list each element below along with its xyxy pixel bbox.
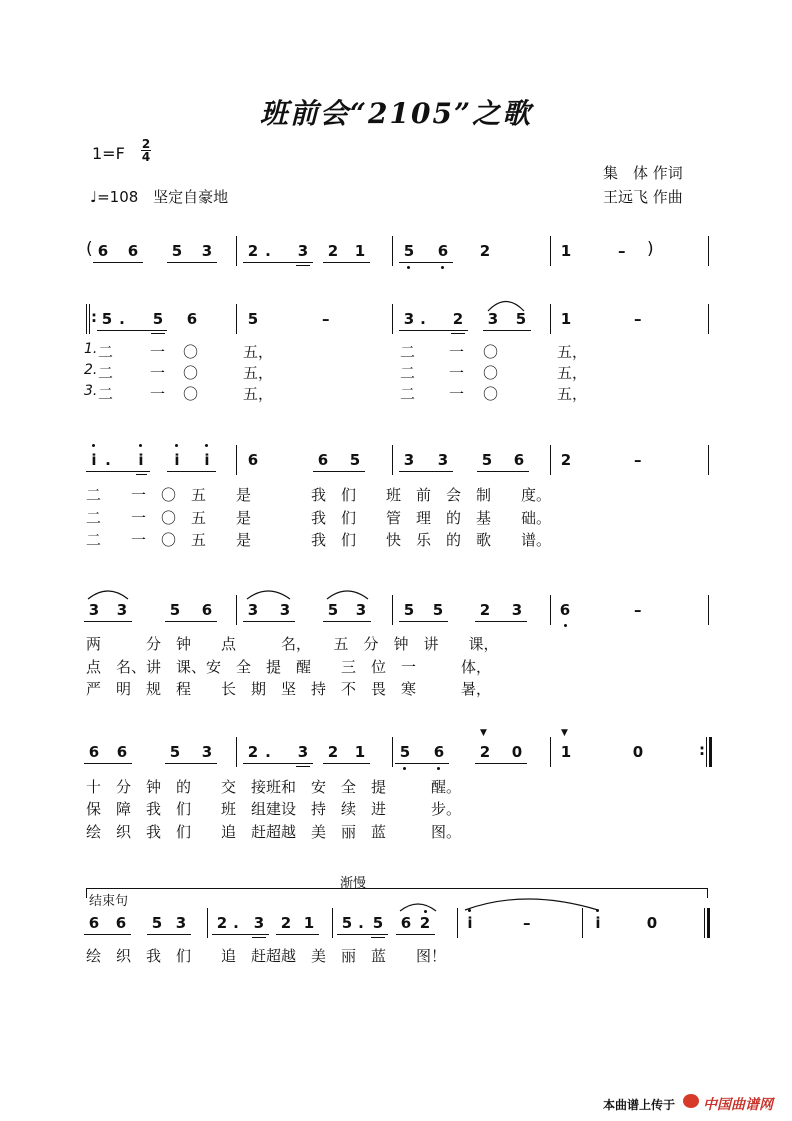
lyric-char: 〇 [483,364,499,382]
lyric-line: 二 一 〇 五 是 我 们 班 前 会 制 度。 [86,486,552,504]
intro-open-paren: ( [86,239,93,259]
note: 3 [279,601,291,619]
note: 5 [101,310,113,328]
note: 6 [317,451,329,469]
dotted-mark: . [119,310,125,328]
footer-upload-text: 本曲谱上传于 [603,1098,676,1112]
lyric-line: 点 名、讲 课、安 全 提 醒 三 位 一 体， [86,658,492,676]
lyric-line: 两 分 钟 点 名， 五 分 钟 讲 课， [86,635,499,653]
ending-bracket-top [86,888,708,889]
lyric-char: 一 [449,385,465,403]
lyric-char: 二 [400,385,416,403]
note: 2 [327,242,339,260]
lyric-char: 五， [557,385,588,403]
bar-line [332,908,333,938]
repeat-end-bar [706,737,707,767]
eighth-beam [93,262,143,263]
note: 3 [201,242,213,260]
eighth-beam [399,471,453,472]
dotted-mark: . [105,451,111,469]
hold-dash: – [618,242,626,260]
note: 3 [511,601,523,619]
lyric-char: 〇 [483,343,499,361]
eighth-beam [167,471,216,472]
lyric-line: 保 障 我 们 班 组建设 持 续 进 步。 [86,800,462,818]
note: 3 [403,451,415,469]
note: 3 [88,601,100,619]
repeat-start-thick-bar [86,304,87,334]
dotted-mark: . [358,914,364,932]
note: 3 [247,601,259,619]
lyric-char: 五， [557,364,588,382]
sixteenth-beam [252,937,266,938]
bar-line [708,595,709,625]
eighth-beam [483,330,531,331]
lyric-char: 五， [243,364,274,382]
eighth-beam [475,621,527,622]
note: 0 [632,743,644,761]
note: 2 [479,743,491,761]
sixteenth-beam [136,474,147,475]
low-octave-dot [437,767,440,770]
lyric-char: 五， [557,343,588,361]
eighth-beam [84,621,132,622]
bar-line [550,236,551,266]
tempo-value: =108 [97,188,139,206]
quarter-note-icon: ♩ [90,188,98,206]
eighth-beam [243,621,295,622]
note: i [595,914,601,932]
note: 5 [349,451,361,469]
low-octave-dot [407,266,410,269]
eighth-beam [337,934,388,935]
site-logo-icon[interactable] [683,1094,699,1108]
repeat-end-thick-bar [709,737,712,767]
bar-line [392,595,393,625]
low-octave-dot [564,624,567,627]
sixteenth-beam [151,333,165,334]
lyric-char: 一 [449,343,465,361]
verse-number: 1. [84,341,98,357]
lyric-char: 〇 [483,385,499,403]
hold-dash: – [322,310,330,328]
eighth-beam [212,934,269,935]
high-octave-dot [468,909,471,912]
note: 6 [400,914,412,932]
note: i [174,451,180,469]
bar-line [550,445,551,475]
bar-line [392,737,393,767]
tie-mark [465,899,598,910]
note: 6 [97,242,109,260]
note: i [91,451,97,469]
bar-line [236,304,237,334]
high-octave-dot [139,444,142,447]
hold-dash: – [634,451,642,469]
note: 6 [559,601,571,619]
accent-mark-icon: ▼ [561,728,568,738]
final-thick-bar [707,908,710,938]
eighth-beam [97,330,167,331]
note: 0 [511,743,523,761]
note: 5 [169,743,181,761]
note: 5 [481,451,493,469]
note: 3 [297,743,309,761]
note: 1 [560,242,572,260]
eighth-beam [84,763,132,764]
note: 3 [253,914,265,932]
note: 5 [151,914,163,932]
note: 1 [560,743,572,761]
note: 5 [399,743,411,761]
sixteenth-beam [371,937,385,938]
note: 5 [169,601,181,619]
ending-bracket-left [86,888,87,898]
bar-line [392,236,393,266]
note: 5 [247,310,259,328]
bar-line [708,236,709,266]
eighth-beam [165,621,217,622]
note: i [467,914,473,932]
lyric-char: 〇 [183,364,199,382]
dotted-mark: . [420,310,426,328]
bar-line [207,908,208,938]
note: 3 [116,601,128,619]
intro-close-paren: ) [647,239,654,259]
low-octave-dot [441,266,444,269]
lyric-line: 严 明 规 程 长 期 坚 持 不 畏 寒 暑， [86,680,492,698]
slur-mark [327,591,368,599]
high-octave-dot [205,444,208,447]
note: 1 [303,914,315,932]
lyric-char: 一 [150,364,166,382]
eighth-beam [313,471,365,472]
eighth-beam [399,621,448,622]
hold-dash: – [523,914,531,932]
lyric-char: 〇 [183,385,199,403]
note: 6 [88,914,100,932]
lyricist-credit: 集 体 作词 [603,164,683,182]
bar-line [392,304,393,334]
high-octave-dot [424,910,427,913]
eighth-beam [243,763,313,764]
final-bar [704,908,705,938]
high-octave-dot [92,444,95,447]
note: 6 [127,242,139,260]
note: 2 [479,601,491,619]
bar-line [582,908,583,938]
lyric-line: 二 一 〇 五 是 我 们 管 理 的 基 础。 [86,509,552,527]
accent-mark-icon: ▼ [480,728,487,738]
bar-line [708,304,709,334]
note: 5 [515,310,527,328]
lyric-char: 二 [400,364,416,382]
note: 2 [216,914,228,932]
note: 5 [403,601,415,619]
bar-line [236,595,237,625]
song-title: 班前会“2105”之歌 [259,97,533,130]
bar-line [550,737,551,767]
repeat-end-sign: : [699,741,705,759]
note: 2 [419,914,431,932]
high-octave-dot [596,909,599,912]
note: 6 [88,743,100,761]
bar-line [236,737,237,767]
lyric-line: 绘 织 我 们 追 赶超越 美 丽 蓝 图！ [86,947,447,965]
sixteenth-beam [296,766,310,767]
note: 2 [280,914,292,932]
lyric-line: 二 一 〇 五 是 我 们 快 乐 的 歌 谱。 [86,531,552,549]
note: 2 [247,743,259,761]
lyric-char: 二 [400,343,416,361]
bar-line [236,445,237,475]
eighth-beam [477,471,529,472]
lyric-line: 十 分 钟 的 交 接班和 安 全 提 醒。 [86,778,462,796]
lyric-char: 一 [449,364,465,382]
eighth-beam [243,262,313,263]
lyric-char: 五， [243,343,274,361]
site-brand-link[interactable]: 中国曲谱网 [703,1097,773,1113]
sixteenth-beam [451,333,465,334]
bar-line [708,445,709,475]
note: 6 [201,601,213,619]
eighth-beam [475,763,527,764]
eighth-beam [165,763,217,764]
verse-number: 3. [84,383,98,399]
note: 1 [354,242,366,260]
lyric-line: 绘 织 我 们 追 赶超越 美 丽 蓝 图。 [86,823,462,841]
eighth-beam [147,934,191,935]
note: 5 [403,242,415,260]
eighth-beam [395,763,449,764]
eighth-beam [399,262,453,263]
note: 3 [297,242,309,260]
eighth-beam [86,471,150,472]
eighth-beam [167,262,217,263]
eighth-beam [396,934,435,935]
note: 2 [479,242,491,260]
note: i [138,451,144,469]
time-signature-top: 2 [141,137,151,151]
note: 5 [432,601,444,619]
note: 2 [247,242,259,260]
note: 3 [403,310,415,328]
note: 6 [186,310,198,328]
note: 3 [437,451,449,469]
note: 1 [560,310,572,328]
slur-mark [247,591,290,599]
tempo-expression: 坚定自豪地 [153,188,229,206]
note: 6 [115,914,127,932]
bar-line [457,908,458,938]
dotted-mark: . [265,743,271,761]
eighth-beam [276,934,319,935]
note: 1 [354,743,366,761]
composer-credit: 王远飞 作曲 [603,188,683,206]
eighth-beam [84,934,131,935]
dotted-mark: . [265,242,271,260]
note: 2 [560,451,572,469]
lyric-char: 一 [150,343,166,361]
bar-line [392,445,393,475]
ritardando-label: 渐慢 [340,876,367,891]
time-signature-bottom: 4 [141,150,151,164]
lyric-char: 一 [150,385,166,403]
verse-number: 2. [84,362,98,378]
note: 2 [452,310,464,328]
tempo-marking [90,186,228,207]
hold-dash: – [634,601,642,619]
eighth-beam [323,621,371,622]
note: 5 [327,601,339,619]
lyric-char: 二 [98,364,114,382]
bar-line [550,595,551,625]
lyric-char: 二 [98,385,114,403]
hold-dash: – [634,310,642,328]
high-octave-dot [175,444,178,447]
note: 3 [175,914,187,932]
note: 6 [437,242,449,260]
note: 0 [646,914,658,932]
note: 5 [341,914,353,932]
slur-mark [400,904,436,911]
eighth-beam [323,763,370,764]
key-signature: 1=F [92,144,125,163]
note: 5 [372,914,384,932]
bar-line [550,304,551,334]
note: 6 [247,451,259,469]
sixteenth-beam [296,265,310,266]
time-signature [141,138,151,163]
slur-mark [88,591,128,599]
dotted-mark: . [233,914,239,932]
repeat-start-sign: : [91,308,97,326]
note: 5 [152,310,164,328]
bar-line [236,236,237,266]
ending-bracket-right [707,888,708,898]
note: 3 [487,310,499,328]
note: 6 [513,451,525,469]
note: 6 [433,743,445,761]
low-octave-dot [403,767,406,770]
eighth-beam [399,330,468,331]
note: 6 [116,743,128,761]
eighth-beam [323,262,370,263]
note: 2 [327,743,339,761]
lyric-char: 〇 [183,343,199,361]
lyric-char: 五， [243,385,274,403]
note: i [204,451,210,469]
note: 5 [171,242,183,260]
repeat-start-bar [89,304,90,334]
ending-label: 结束句 [89,894,129,909]
note: 3 [201,743,213,761]
lyric-char: 二 [98,343,114,361]
note: 3 [355,601,367,619]
